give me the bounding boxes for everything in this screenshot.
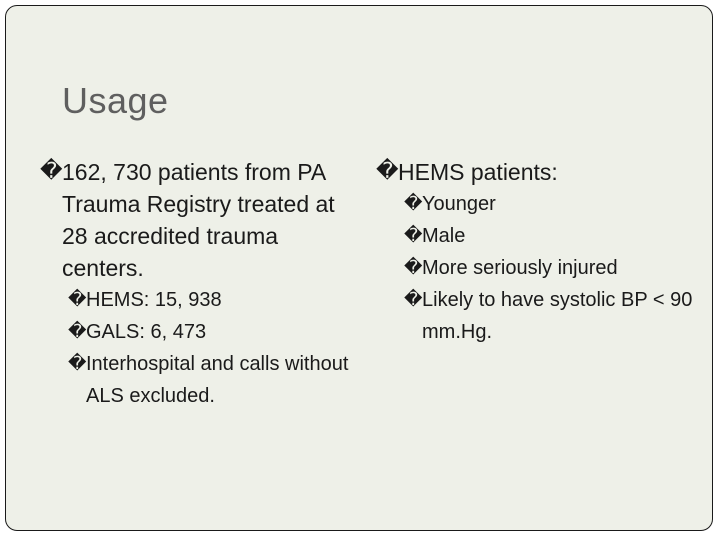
- left-column: [30, 156, 360, 412]
- right-sub-text: Likely to have systolic BP < 90 mm.Hg.: [422, 289, 693, 343]
- right-sub-text: Male: [422, 225, 466, 247]
- left-main-text: 162, 730 patients from PA Trauma Registry treated at 28 accredited trauma centers.: [62, 159, 335, 281]
- bullet-icon: �: [68, 289, 87, 310]
- left-sub-text: Interhospital and calls without ALS excluded.: [86, 353, 349, 407]
- right-sub-text: Younger: [422, 193, 496, 215]
- bullet-icon: �: [404, 289, 423, 310]
- left-sub-bullet-gals: [30, 316, 360, 348]
- slide: [5, 5, 713, 531]
- left-sub-text: GALS: 6, 473: [86, 321, 207, 343]
- left-sub-text: HEMS: 15, 938: [86, 289, 222, 311]
- left-sub-bullet-hems: [30, 284, 360, 316]
- bullet-icon: �: [376, 159, 399, 184]
- right-sub-text: More seriously injured: [422, 257, 618, 279]
- right-sub-bullet-younger: [366, 188, 696, 220]
- right-sub-bullet-systolic: [366, 284, 696, 348]
- right-sub-bullet-injured: [366, 252, 696, 284]
- bullet-icon: �: [404, 193, 423, 214]
- right-main-text: HEMS patients:: [398, 159, 558, 185]
- bullet-icon: �: [404, 257, 423, 278]
- left-sub-bullet-excluded: [30, 348, 360, 412]
- right-column: [366, 156, 696, 348]
- bullet-icon: �: [68, 321, 87, 342]
- left-main-bullet: [30, 156, 360, 284]
- bullet-icon: �: [40, 159, 63, 184]
- bullet-icon: �: [68, 353, 87, 374]
- slide-title: Usage: [62, 80, 169, 121]
- right-main-bullet: [366, 156, 696, 188]
- bullet-icon: �: [404, 225, 423, 246]
- right-sub-bullet-male: [366, 220, 696, 252]
